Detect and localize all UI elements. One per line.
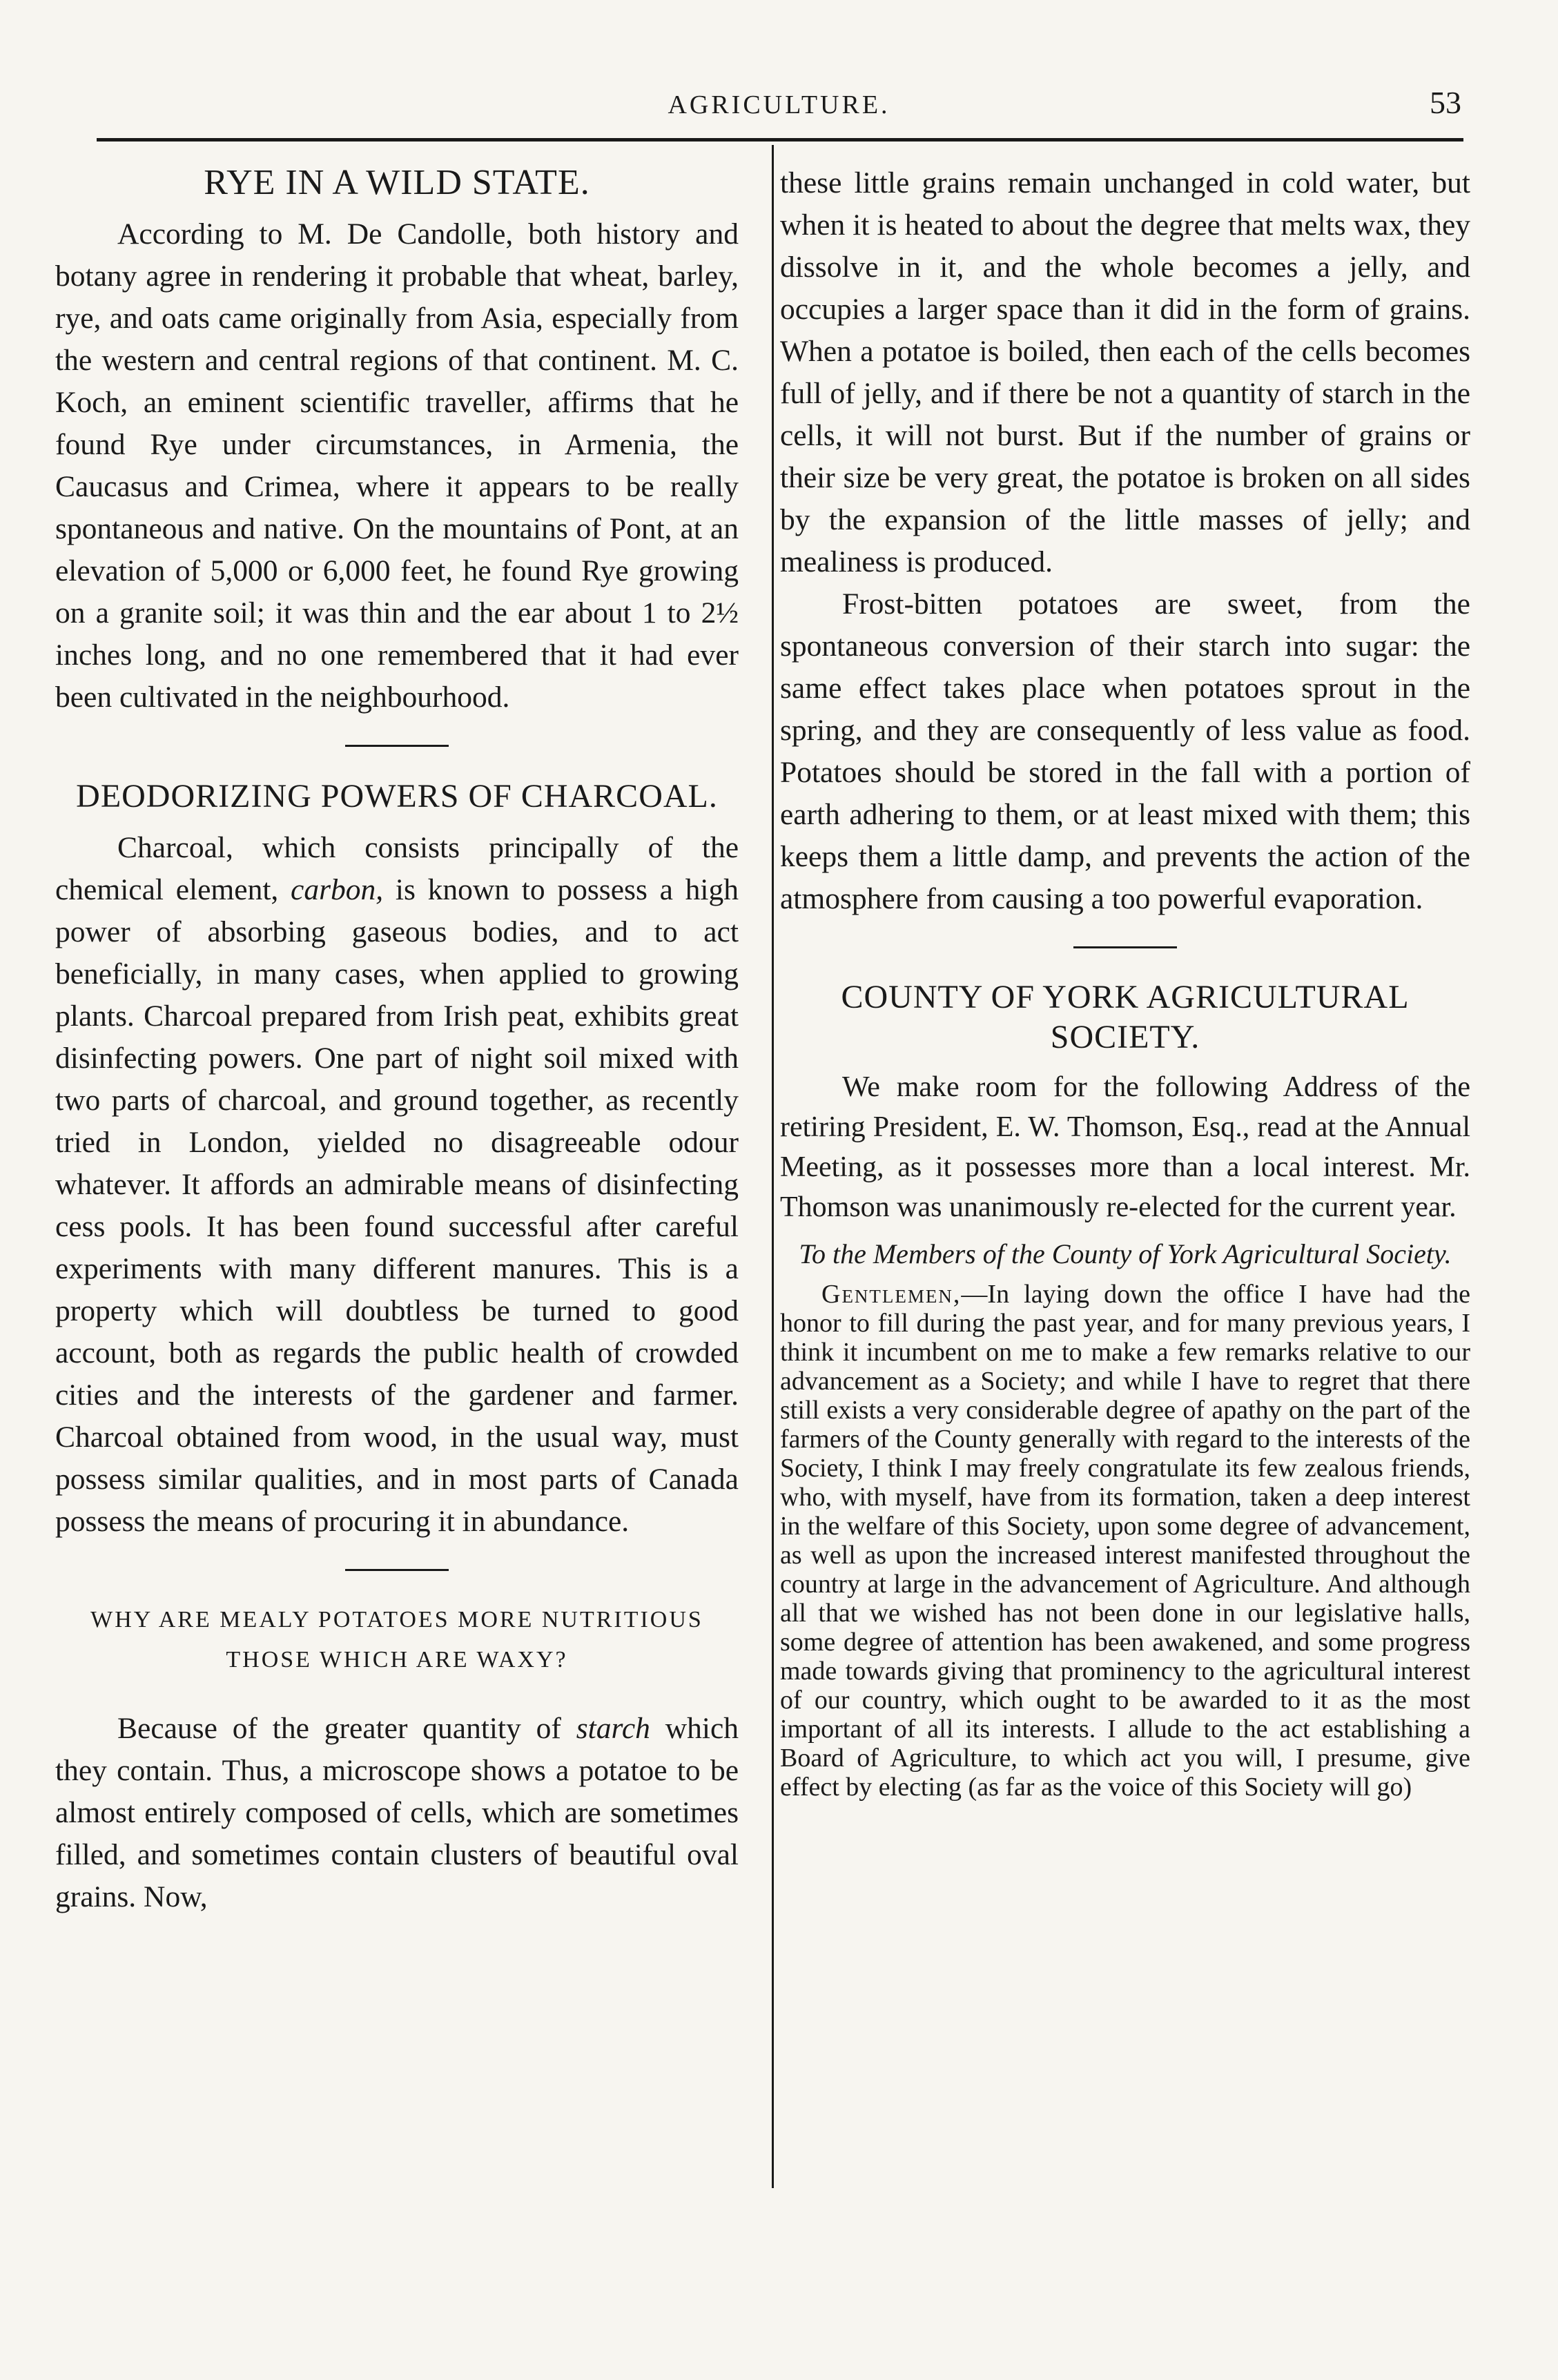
address-text: —In laying down the office I have had the honor to fill during the past year, and for many previous years, I think it incumbent on me to make a few remarks relative to our advancement as a Society; and while I have to regret that there still exists a very considerable degree of apathy on the part of the farmers of the County generally with regard to the interests of the Society, I think I may freely congratulate its few zealous friends, who, with myself, have from its formation, taken a deep interest in the welfare of this Society, upon some degree of advancement, as well as upon the increased interest manifested throughout the country at large in the advancement of Agriculture. And although all that we wished has not been done in our legislative halls, some degree of attention has been awakened, and some progress made towards giving that prominency to the agricultural interest of our country, which ought to be awarded to it as the most important of all its interests. I allude to the act establishing a Board of Agriculture, to which act you will, I presume, give effect by electing (as far as the voice of this Society will go) bbox=[780, 1280, 1470, 1802]
right-column bbox=[780, 162, 1470, 1802]
section-divider bbox=[345, 1569, 449, 1571]
potatoes-text-em: starch bbox=[576, 1712, 650, 1745]
section-divider bbox=[345, 745, 449, 747]
address-salutation: To the Members of the County of York Agricultural Society. bbox=[799, 1238, 1452, 1269]
article-title-potatoes: WHY ARE MEALY POTATOES MORE NUTRITIOUS THOSE WHICH ARE WAXY? bbox=[90, 1607, 703, 1672]
charcoal-text-em: carbon, bbox=[291, 873, 384, 906]
potatoes-continuation-2: Frost-bitten potatoes are sweet, from the spontaneous conversion of their starch into sugar: the same effect takes place when potatoes sprout in the spring, and they are consequently of less value as food. Potatoes should be stored in the fall with a portion of earth adhering to them, or at least mixed with them; this keeps them a little damp, and prevents the action of the atmosphere from causing a too powerful evaporation. bbox=[780, 587, 1470, 915]
left-column bbox=[55, 162, 739, 1918]
running-head bbox=[0, 85, 1558, 131]
article-title-charcoal: DEODORIZING POWERS OF CHARCOAL. bbox=[76, 778, 718, 815]
page-number: 53 bbox=[1430, 85, 1461, 120]
article-body-charcoal bbox=[55, 827, 739, 1543]
article-title-rye: RYE IN A WILD STATE. bbox=[204, 163, 590, 202]
address-body bbox=[780, 1280, 1470, 1802]
potatoes-text-a: Because of the greater quantity of bbox=[117, 1712, 576, 1745]
article-body-potatoes bbox=[55, 1708, 739, 1918]
charcoal-text-a: Charcoal, which consists principally of the chemical element, bbox=[55, 831, 739, 906]
potatoes-continuation-1: these little grains remain unchanged in cold water, but when it is heated to about the degree that melts wax, they dissolve in it, and the whole becomes a jelly, and occupies a larger space than it did in the form of grains. When a potatoe is boiled, then each of the cells becomes full of jelly, and if there be not a quantity of starch in the cells, it will not burst. But if the number of grains or their size be very great, the potatoe is broken on all sides by the expansion of the little masses of jelly; and mealiness is produced. bbox=[780, 166, 1470, 578]
charcoal-text-b: is known to possess a high power of absorbing gaseous bodies, and to act beneficially, in many cases, when applied to growing plants. Charcoal prepared from Irish peat, exhibits great disinfecting powers. One part of night soil mixed with two parts of charcoal, and ground together, as recently tried in London, yielded no disagreeable odour whatever. It affords an admirable means of disinfecting cess pools. It has been found successful after careful experiments with many different manures. This is a property which will doubtless be turned to good account, both as regards the public health of crowded cities and the interests of the gardener and farmer. Charcoal obtained from wood, in the usual way, must possess similar qualities, and in most parts of Canada possess the means of procuring it in abundance. bbox=[55, 873, 739, 1538]
address-lead: Gentlemen, bbox=[821, 1280, 962, 1309]
running-title: AGRICULTURE. bbox=[668, 90, 890, 119]
potatoes-text-b: which they contain. Thus, a microscope shows a potatoe to be almost entirely composed of cells, which are sometimes filled, and sometimes contain clusters of beautiful oval grains. Now, bbox=[55, 1712, 739, 1913]
article-title-york-society: COUNTY OF YORK AGRICULTURAL SOCIETY. bbox=[841, 979, 1410, 1055]
article-body-rye: According to M. De Candolle, both history and botany agree in rendering it probable that wheat, barley, rye, and oats came originally from Asia, especially from the western and central regions of that continent. M. C. Koch, an eminent scientific traveller, affirms that he found Rye under circumstances, in Armenia, the Caucasus and Crimea, where it appears to be really spontaneous and native. On the mountains of Pont, at an elevation of 5,000 or 6,000 feet, he found Rye growing on a granite soil; it was thin and the ear about 1 to 2½ inches long, and no one remembered that it had ever been cultivated in the neighbourhood. bbox=[55, 217, 739, 714]
header-rule bbox=[97, 138, 1463, 142]
column-divider bbox=[772, 145, 774, 2188]
section-divider bbox=[1073, 946, 1177, 948]
article-intro-york-society: We make room for the following Address of the retiring President, E. W. Thomson, Esq., read at the Annual Meeting, as it possesses more than a local interest. Mr. Thomson was unanimously re-elected for the current year. bbox=[780, 1071, 1470, 1223]
